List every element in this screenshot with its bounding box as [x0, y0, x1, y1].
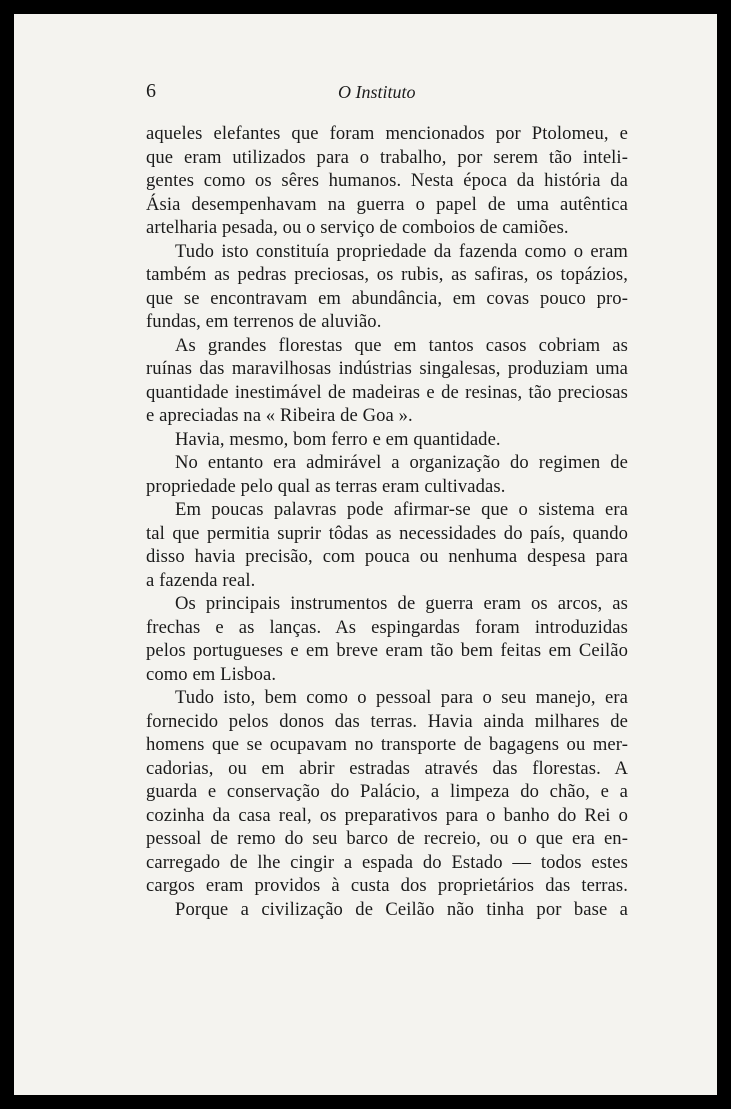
- text-line: aqueles elefantes que foram mencionados por Ptolomeu, e: [146, 123, 628, 144]
- text-line: cozinha da casa real, os preparativos para o banho do Rei o: [146, 804, 628, 826]
- text-line: e apreciadas na « Ribeira de Goa ».: [146, 405, 413, 426]
- text-line: pessoal de remo do seu barco de recreio, ou o que era en-: [146, 828, 628, 849]
- text-line: tal que permitia suprir tôdas as necessidades do país, quando: [146, 522, 628, 544]
- text-line: fornecido pelos donos das terras. Havia ainda milhares de: [146, 710, 628, 732]
- text-line: cadorias, ou em abrir estradas através das florestas. A: [146, 757, 628, 779]
- text-line: a fazenda real.: [146, 569, 256, 591]
- body-text: [146, 122, 628, 921]
- text-line: que eram utilizados para o trabalho, por serem tão inteli-: [146, 146, 628, 168]
- text-line: Tudo isto constituía propriedade da fazenda como o eram: [175, 240, 628, 262]
- text-line: gentes como os sêres humanos. Nesta época da história da: [146, 170, 628, 191]
- text-line: Ásia desempenhavam na guerra o papel de uma autêntica: [146, 193, 628, 215]
- text-line: homens que se ocupavam no transporte de bagagens ou mer-: [146, 734, 628, 755]
- text-line: No entanto era admirável a organização do regimen de: [175, 452, 628, 473]
- page-number: 6: [146, 80, 156, 102]
- text-line: Tudo isto, bem como o pessoal para o seu manejo, era: [175, 687, 628, 708]
- text-line: pelos portugueses e em breve eram tão bem feitas em Ceilão: [146, 640, 628, 661]
- text-line: Os principais instrumentos de guerra eram os arcos, as: [175, 593, 628, 614]
- text-line: frechas e as lanças. As espingardas foram introduzidas: [146, 616, 628, 638]
- text-line: ruínas das maravilhosas indústrias singalesas, produziam uma: [146, 358, 628, 379]
- text-line: como em Lisboa.: [146, 663, 277, 685]
- text-line: carregado de lhe cingir a espada do Estado — todos estes: [146, 851, 628, 873]
- text-line: também as pedras preciosas, os rubis, as safiras, os topázios,: [146, 264, 628, 285]
- text-line: Em poucas palavras pode afirmar-se que o sistema era: [175, 499, 628, 520]
- text-line: quantidade inestimável de madeiras e de resinas, tão preciosas: [146, 381, 628, 403]
- text-line: guarda e conservação do Palácio, a limpeza do chão, e a: [146, 781, 628, 802]
- running-title: O Instituto: [338, 82, 416, 102]
- text-line: fundas, em terrenos de aluvião.: [146, 311, 382, 332]
- text-line: que se encontravam em abundância, em covas pouco pro-: [146, 287, 628, 309]
- text-line: Porque a civilização de Ceilão não tinha por base a: [175, 898, 628, 920]
- text-line: Havia, mesmo, bom ferro e em quantidade.: [175, 428, 501, 450]
- text-line: artelharia pesada, ou o serviço de comboios de camiões.: [146, 217, 569, 238]
- text-line: propriedade pelo qual as terras eram cultivadas.: [146, 475, 506, 497]
- text-line: disso havia precisão, com pouca ou nenhuma despesa para: [146, 546, 628, 567]
- document-page: [14, 14, 717, 1095]
- text-line: As grandes florestas que em tantos casos cobriam as: [175, 334, 628, 356]
- page-header: [146, 80, 626, 110]
- text-line: cargos eram providos à custa dos proprietários das terras.: [146, 875, 628, 896]
